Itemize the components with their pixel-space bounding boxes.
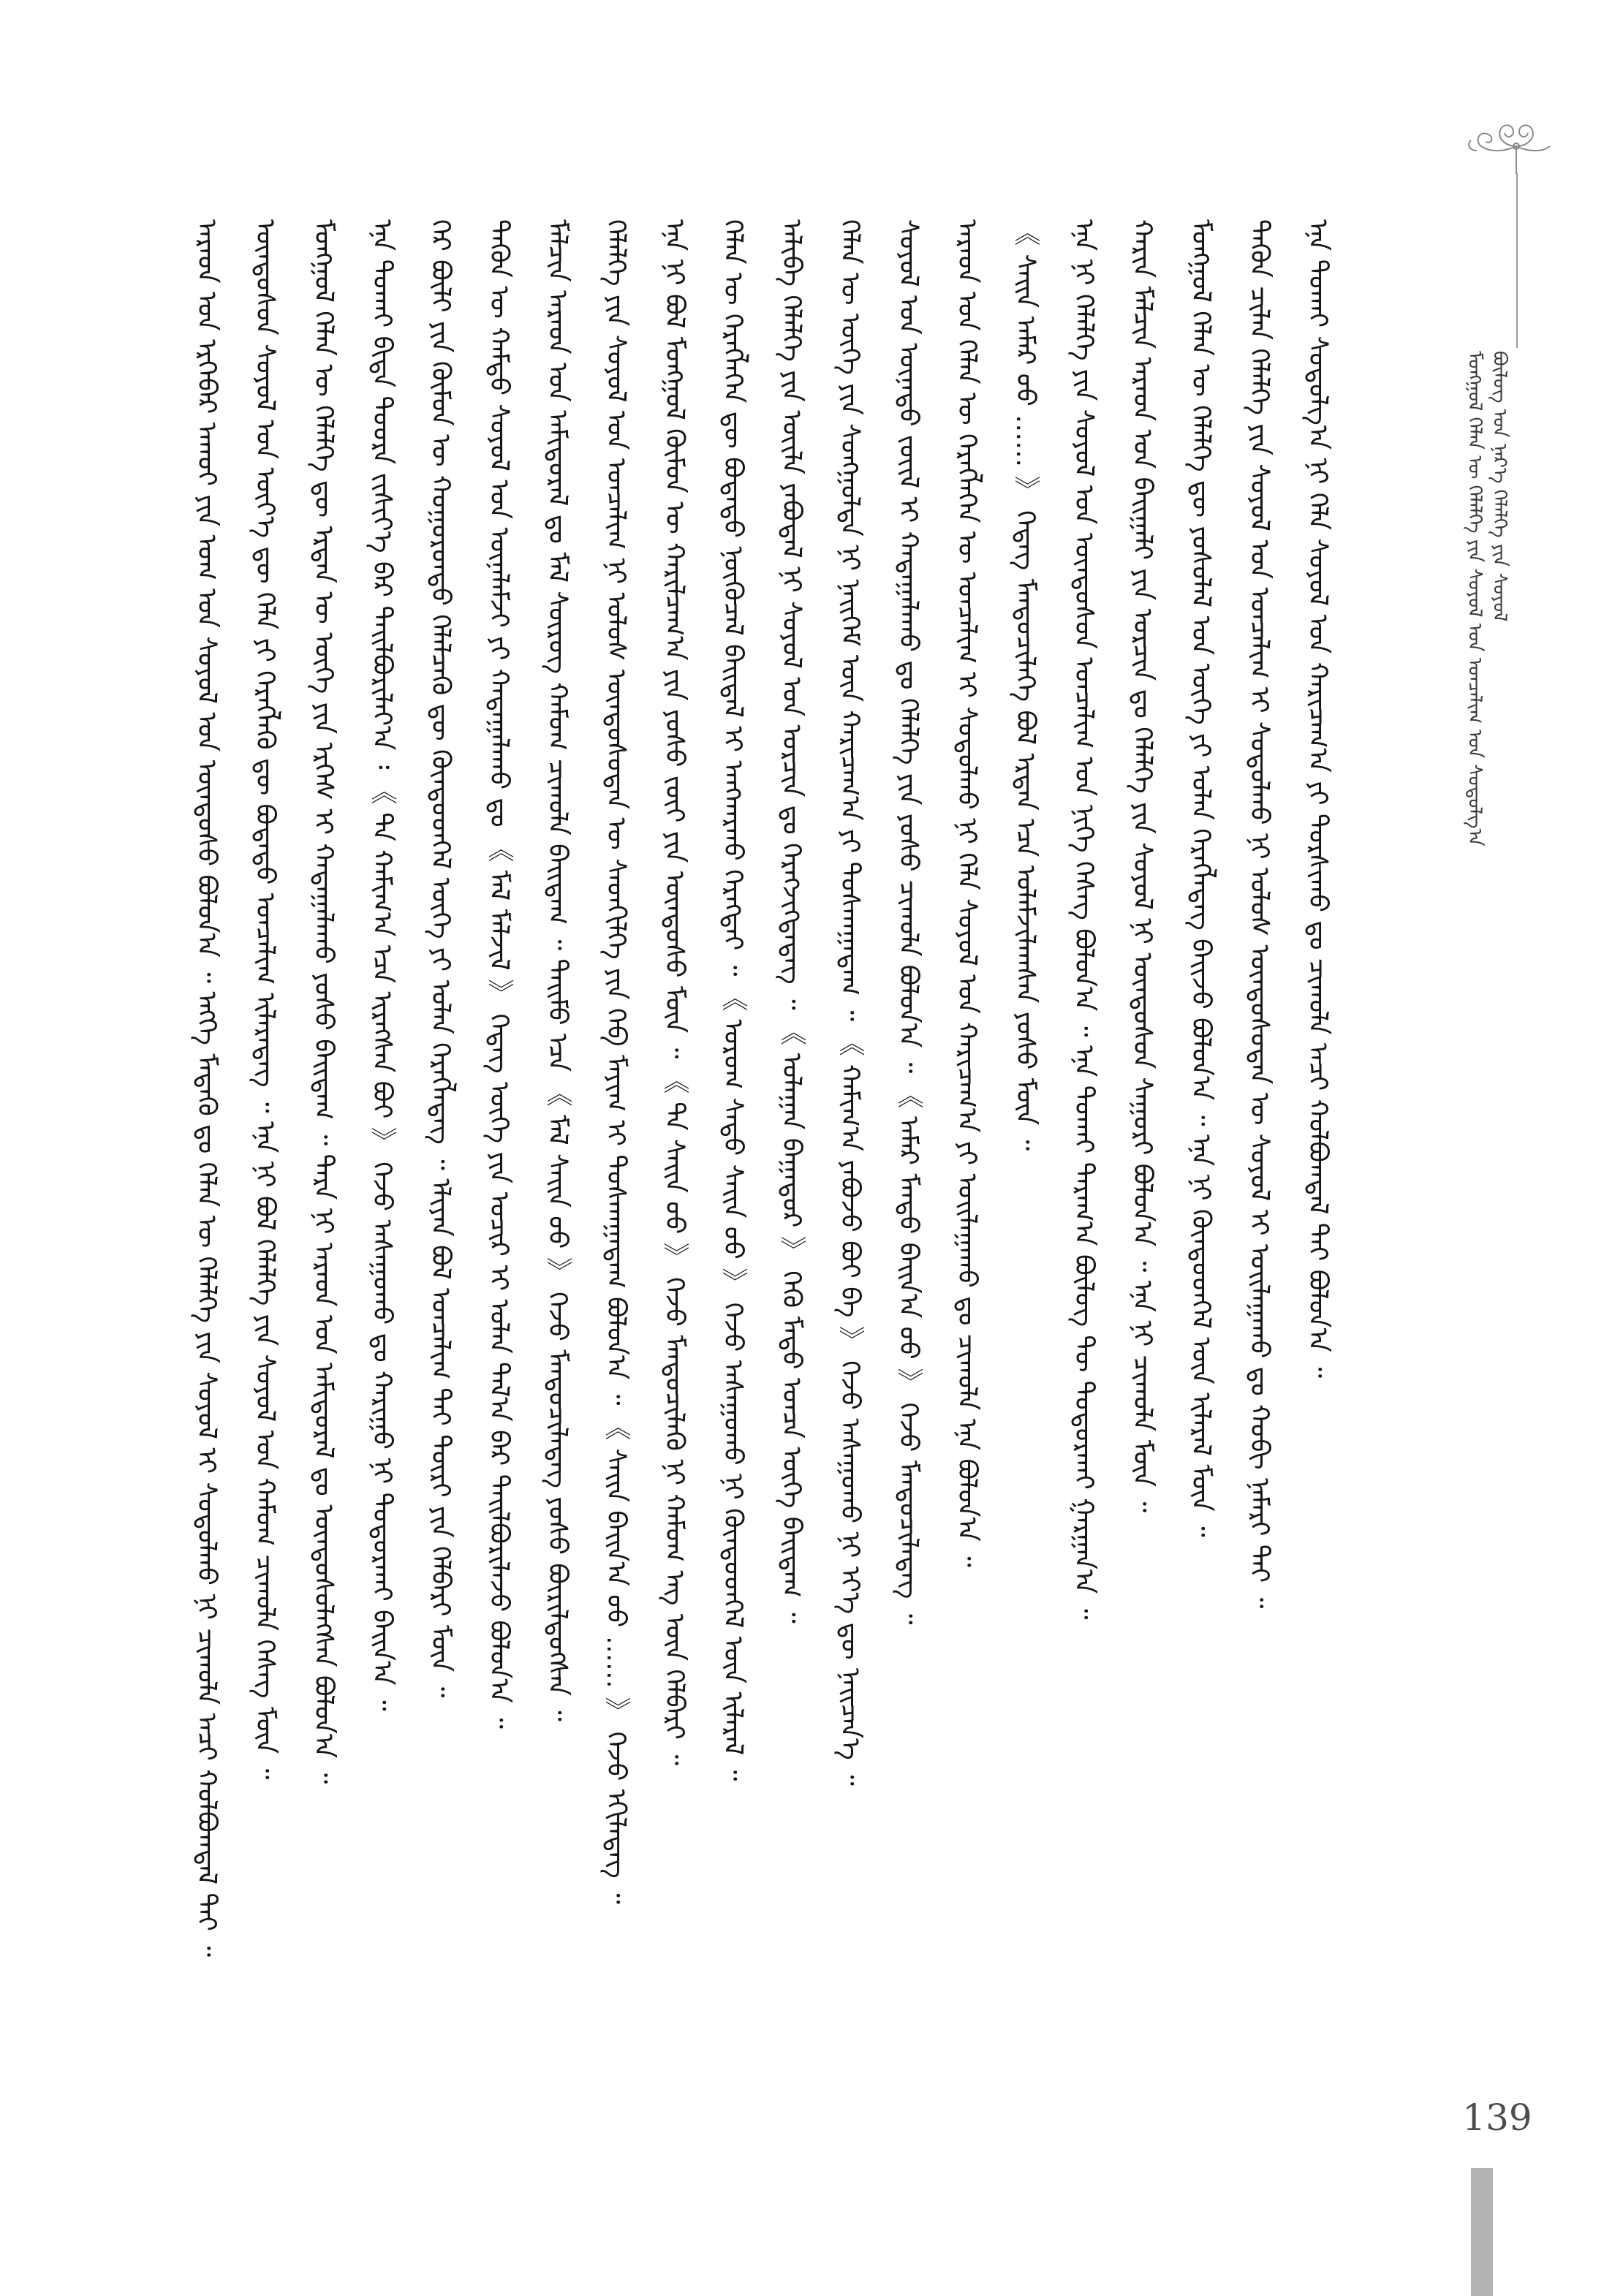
- running-header-subtitle: ᠪᠦᠯᠦᠭ ᠤᠨ ᠨᠡᠷ᠎ᠡ ᠬᠡᠯᠡᠯᠭᠡ ᠶᠢᠨ ᠰᠣᠶᠣᠯ: [1488, 351, 1510, 622]
- text-column: ᠭᠡᠷ ᠪᠦᠯᠢ ᠶᠢᠨ ᠬᠦᠮᠦᠨ ᠦ ᠬᠣᠭᠣᠷᠣᠨᠳᠤ ᠬᠡᠯᠡᠯᠴᠡᠬᠦ ᠳᠦ ᠬᠦᠨᠳᠦᠳᠬᠡᠯ ᠦᠭᠡ ᠶᠢ ᠣᠯᠠᠨ ᠬᠡᠷᠡᠭᠯᠡᠳᠡᠭ ᠃ ᠡᠯᠢᠶᠡᠨ ᠪᠣᠯ ᠣᠨᠴᠠᠯᠢᠭ ᠲᠠᠢ ᠳᠦᠷᠢ ᠶᠢᠨ ᠬᠡᠯᠪᠡᠷᠢ ᠮᠥᠨ ᠃: [425, 219, 455, 1698]
- running-header: [1462, 351, 1513, 1053]
- text-column: ᠮᠣᠩᠭᠣᠯ ᠬᠡᠯᠡᠨ ᠦ ᠬᠡᠯᠡᠯᠭᠡ ᠳᠦ ᠡᠷᠲᠡᠨ ᠦ ᠦᠭᠡ ᠶᠢᠨ ᠡᠷᠬᠡᠰ ᠢ ᠬᠠᠳᠠᠭᠠᠯᠠᠬᠤ ᠶᠣᠰᠤ ᠪᠠᠢᠳᠠᠭ ᠃ ᠲᠡᠷᠡ ᠨᠢ ᠠᠷᠠᠳ ᠤᠨ ᠠᠮᠢᠳᠤᠷᠠᠯ ᠳᠤ ᠦᠨᠳᠦᠰᠦᠯᠡᠭᠰᠡᠨ ᠪᠣᠯᠤᠨ᠎ᠠ ᠃: [309, 219, 338, 1784]
- running-header-title: ᠮᠣᠩᠭᠣᠯ ᠬᠡᠯᠡᠨ ᠦ ᠬᠡᠯᠡᠯᠭᠡ ᠶᠢᠨ ᠰᠣᠶᠣᠯ ᠤᠨ ᠣᠨᠴᠠᠯᠢᠭ ᠤᠨ ᠰᠤᠳᠤᠯᠭ᠎ᠠ: [1464, 351, 1486, 846]
- text-column: ᠡᠨᠡ ᠨᠢ ᠪᠣᠯ ᠮᠣᠩᠭᠣᠯ ᠬᠦᠮᠦᠨ ᠦ ᠬᠠᠷᠢᠯᠴᠠᠭ᠎ᠠ ᠶᠢᠨ ᠶᠣᠰᠤ ᠵᠦᠢ ᠶᠢᠨ ᠦᠨᠳᠦᠰᠦ ᠮᠥᠨ ᠃ 《 ᠲᠠ ᠰᠠᠢᠨ ᠤᠤ 》 ᠭᠡᠵᠦ ᠮᠡᠨᠳᠦᠴᠢᠯᠡᠬᠦ ᠨᠢ ᠬᠠᠮᠤᠭ ᠡᠩ ᠦᠨ ᠬᠡᠯᠪᠡᠷᠢ ᠃: [659, 219, 689, 1766]
- text-column: ᠡᠨᠡ ᠨᠢ ᠬᠡᠯᠡᠯᠭᠡ ᠶᠢᠨ ᠰᠣᠶᠣᠯ ᠤᠨ ᠦᠨᠳᠦᠰᠦᠨ ᠣᠨᠴᠠᠯᠢᠭ ᠤᠨ ᠨᠢᠭᠡ ᠬᠡᠰᠡᠭ ᠪᠣᠯᠤᠨ᠎ᠠ ᠃ ᠡᠨᠡ ᠲᠤᠬᠠᠢ ᠳᠠᠷᠠᠭ᠎ᠠ ᠪᠦᠯᠦᠭ ᠲᠦ ᠲᠣᠳᠣᠷᠬᠠᠢ ᠭᠠᠷᠭᠠᠨ᠎ᠠ ᠃: [1069, 219, 1099, 1620]
- text-column: ᠠᠷᠠᠳ ᠤᠨ ᠬᠡᠯᠡᠨ ᠦ ᠬᠡᠷᠡᠭᠯᠡᠭᠡᠨ ᠦ ᠣᠨᠴᠠᠯᠢᠭ ᠢ ᠰᠤᠳᠤᠯᠬᠤ ᠨᠢ ᠬᠡᠯᠡ ᠰᠣᠶᠣᠯ ᠤᠨ ᠬᠠᠷᠢᠴᠠᠭ᠎ᠠ ᠶᠢ ᠣᠢᠯᠠᠭᠠᠬᠤ ᠳᠤ ᠴᠢᠬᠤᠯᠠ ᠡᠨᠡ ᠪᠣᠯᠤᠨ᠎ᠠ ᠃: [952, 219, 982, 1567]
- text-column: ᠰᠣᠶᠣᠯ ᠤᠨ ᠦᠨᠡᠲᠦ ᠵᠦᠢᠯ ᠢ ᠬᠠᠳᠠᠭᠠᠯᠠᠬᠤ ᠳᠤ ᠬᠡᠯᠡᠯᠭᠡ ᠶᠢᠨ ᠶᠣᠰᠤ ᠴᠢᠬᠤᠯᠠ ᠪᠣᠯᠤᠨ᠎ᠠ ᠃ 《 ᠠᠮᠠᠷ ᠮᠡᠨᠳᠦ ᠪᠠᠢᠨ᠎ᠠ ᠤᠤ 》 ᠭᠡᠵᠦ ᠮᠡᠨᠳᠦᠴᠢᠯᠡᠳᠡᠭ ᠃: [893, 219, 923, 1625]
- text-column: ᠮᠠᠯᠴᠢᠨ ᠠᠷᠠᠳ ᠤᠨ ᠠᠮᠢᠳᠤᠷᠠᠯ ᠳᠤ ᠮᠠᠯ ᠰᠦᠷᠦᠭ ᠬᠠᠮᠤᠭ ᠴᠢᠬᠤᠯᠠ ᠪᠠᠢᠳᠠᠭ ᠃ ᠲᠡᠢᠮᠦ ᠡᠴᠡ 《 ᠮᠠᠯ ᠰᠠᠢᠨ ᠤᠤ 》 ᠭᠡᠵᠦ ᠮᠡᠨᠳᠦᠴᠢᠯᠡᠳᠡᠭ ᠶᠣᠰᠤ ᠪᠦᠷᠢᠯᠳᠦᠭᠰᠡᠨ ᠃: [542, 219, 572, 1721]
- text-column: ᠲᠡᠭᠦᠨ ᠴᠢᠯᠡᠨ ᠬᠡᠯᠡᠯᠭᠡ ᠶᠢᠨ ᠰᠣᠶᠣᠯ ᠤᠨ ᠣᠨᠴᠠᠯᠢᠭ ᠢ ᠰᠤᠳᠤᠯᠬᠤ ᠨᠢ ᠤᠯᠤᠰ ᠦᠨᠳᠦᠰᠦᠲᠡᠨ ᠦ ᠰᠣᠶᠣᠯ ᠢ ᠣᠢᠯᠠᠭᠠᠬᠤ ᠳᠤ ᠬᠤᠪᠢ ᠨᠡᠮᠡᠷᠢ ᠲᠠᠢ ᠃: [1244, 219, 1274, 1609]
- text-column: ᠬᠡᠯᠡᠯᠭᠡ ᠶᠢᠨ ᠰᠣᠶᠣᠯ ᠤᠨ ᠣᠨᠴᠠᠯᠢᠭ ᠨᠢ ᠤᠯᠤᠰ ᠦᠨᠳᠦᠰᠦᠲᠡᠨ ᠦ ᠰᠡᠳᠬᠢᠯᠭᠡ ᠶᠢᠨ ᠬᠡᠪ ᠮᠠᠶᠢᠭ ᠢ ᠲᠤᠰᠬᠠᠭᠠᠳᠠᠭ ᠪᠣᠯᠤᠨ᠎ᠠ ᠃ 《 ᠰᠠᠢᠨ ᠪᠠᠢᠨ᠎ᠠ ᠤᠤ …… 》 ᠭᠡᠵᠦ ᠡᠬᠢᠯᠡᠳᠡᠭ ᠃: [601, 219, 631, 1904]
- text-column: ᠦᠨᠳᠦᠰᠦᠨ ᠰᠣᠶᠣᠯ ᠤᠨ ᠦᠶ᠎ᠡ ᠳᠦ ᠬᠡᠯᠡ ᠶᠢ ᠬᠡᠷᠡᠭᠯᠡᠬᠦ ᠳᠦ ᠪᠣᠳᠠᠲᠤ ᠣᠨᠴᠠᠯᠢᠭ ᠢᠯᠡᠷᠡᠳᠡᠭ ᠃ ᠡᠨᠡ ᠨᠢ ᠪᠣᠯ ᠬᠡᠯᠡᠯᠭᠡ ᠶᠢᠨ ᠰᠣᠶᠣᠯ ᠤᠨ ᠬᠠᠮᠤᠭ ᠴᠢᠬᠤᠯᠠ ᠬᠡᠰᠡᠭ ᠮᠥᠨ ᠃: [250, 219, 280, 1780]
- text-column: ᠬᠡᠯᠡᠨ ᠦ ᠬᠡᠷᠡᠭᠯᠡᠭᠡᠨ ᠳᠦ ᠪᠣᠳᠠᠲᠤ ᠨᠥᠬᠦᠴᠡᠯ ᠪᠠᠢᠳᠠᠯ ᠢ ᠠᠨᠭᠬᠠᠷᠬᠤ ᠬᠡᠷᠡᠭᠲᠡᠢ ᠃ 《 ᠤᠷᠤᠭ ᠰᠠᠳᠤ ᠰᠠᠢᠨ ᠤᠤ 》 ᠭᠡᠵᠦ ᠠᠰᠠᠭᠤᠬᠤ ᠨᠢ ᠬᠦᠨᠳᠦᠳᠬᠡᠯ ᠦᠨ ᠢᠯᠡᠷᠡᠯ ᠃: [718, 219, 748, 1781]
- text-column: ᠲᠡᠭᠦᠨ ᠦ ᠬᠠᠮᠲᠤ ᠰᠣᠶᠣᠯ ᠤᠨ ᠦᠨᠡᠯᠡᠮᠵᠢ ᠶᠢ ᠬᠠᠳᠠᠭᠠᠯᠠᠬᠤ ᠳᠤ 《 ᠮᠠᠯ ᠮᠠᠯᠵᠢᠯ 》 ᠭᠡᠳᠡᠭ ᠦᠭᠡ ᠶᠢᠨ ᠤᠴᠢᠷ ᠢ ᠣᠯᠠᠨ ᠲᠠᠯ᠎ᠠ ᠪᠡᠷ ᠲᠠᠢᠯᠪᠤᠷᠢᠯᠠᠵᠤ ᠪᠣᠯᠤᠨ᠎ᠠ ᠃: [484, 219, 514, 1729]
- page-number: 139: [1462, 2096, 1532, 2139]
- page-edge-tab: [1471, 2168, 1493, 2296]
- text-column: ᠠᠯᠢᠪᠠ ᠬᠡᠯᠡᠯᠭᠡ ᠶᠢᠨ ᠦᠢᠯᠡ ᠶᠠᠪᠤᠳᠠᠯ ᠨᠢ ᠰᠣᠶᠣᠯ ᠤᠨ ᠣᠷᠴᠢᠨ ᠳᠤ ᠬᠡᠷᠡᠭᠵᠢᠭᠳᠡᠳᠡᠭ ᠃ 《 ᠤᠯᠠᠭᠠᠨ ᠪᠠᠭᠠᠲᠤᠷ 》 ᠭᠡᠬᠦ ᠮᠡᠲᠦ ᠣᠨᠴᠠ ᠦᠭᠡ ᠪᠠᠢᠳᠠᠭ ᠃: [776, 219, 806, 1624]
- decorative-ornament-icon: [1462, 117, 1557, 175]
- text-column: ᠠᠷᠠᠳ ᠤᠨ ᠡᠷᠬᠡᠪᠡᠷ ᠠᠬᠤᠢ ᠶᠢᠨ ᠤᠭ ᠤᠨ ᠰᠣᠶᠣᠯ ᠤᠨ ᠦᠨᠳᠦᠰᠦ ᠪᠣᠯᠤᠨ᠎ᠠ ᠃ ᠡᠩᠭᠡ ᠮᠡᠳᠡᠬᠦ ᠳᠤ ᠬᠡᠯᠡᠨ ᠦ ᠬᠡᠯᠡᠯᠭᠡ ᠶᠢᠨ ᠰᠣᠶᠣᠯ ᠢ ᠰᠤᠳᠤᠯᠬᠤ ᠨᠢ ᠴᠢᠬᠤᠯᠠ ᠠᠴᠢ ᠬᠣᠯᠪᠣᠭᠳᠠᠯ ᠲᠠᠢ ᠃: [192, 219, 222, 1958]
- text-column: ᠮᠣᠩᠭᠣᠯ ᠬᠡᠯᠡᠨ ᠦ ᠬᠡᠯᠡᠯᠭᠡ ᠳᠦ ᠶᠣᠰᠤᠯᠠᠯ ᠤᠨ ᠦᠭᠡ ᠶᠢ ᠣᠯᠠᠨ ᠬᠡᠷᠡᠭᠯᠡᠳᠡᠭ ᠪᠠᠢᠵᠤ ᠪᠣᠯᠤᠨ᠎ᠠ ᠃ ᠡᠨᠡ ᠨᠢ ᠬᠦᠨᠳᠦᠳᠬᠡᠯ ᠦᠨ ᠢᠯᠡᠷᠡᠯ ᠮᠥᠨ ᠃: [1186, 219, 1216, 1537]
- header-rule: [1516, 173, 1518, 348]
- text-column: ᠬᠡᠯᠡᠨ ᠦ ᠦᠭᠡ ᠶᠢᠨ ᠰᠣᠩᠭᠣᠯᠲᠠ ᠨᠢ ᠨᠡᠢᠭᠡᠮ ᠦᠨ ᠬᠠᠷᠢᠴᠠᠭ᠎ᠠ ᠶᠢ ᠲᠤᠰᠬᠠᠭᠠᠳᠠᠭ ᠃ 《 ᠬᠠᠮᠢᠭ᠎ᠠ ᠶᠠᠪᠤᠵᠤ ᠪᠤᠢ ᠪᠡ 》 ᠭᠡᠵᠦ ᠠᠰᠠᠭᠤᠬᠤ ᠨᠢ ᠡᠶ᠎ᠡ ᠳᠦ ᠨᠡᠢᠴᠡᠨ᠎ᠡ ᠃: [835, 219, 865, 1786]
- text-column: 《 ᠰᠠᠢᠨ ᠠᠮᠠᠷ ᠤᠤ …… 》 ᠭᠡᠳᠡᠭ ᠮᠡᠨᠳᠦᠴᠢᠯᠡᠭᠡ ᠪᠣᠯ ᠡᠷᠲᠡᠨ ᠡᠴᠡ ᠤᠯᠠᠮᠵᠢᠯᠠᠭᠰᠠᠨ ᠶᠣᠰᠤ ᠮᠥᠨ ᠃: [1010, 219, 1040, 1151]
- text-column: ᠡᠨᠡ ᠲᠤᠬᠠᠢ ᠰᠤᠳᠤᠯᠭ᠎ᠠ ᠨᠢ ᠬᠡᠯᠡ ᠰᠣᠶᠣᠯ ᠤᠨ ᠬᠠᠷᠢᠴᠠᠭ᠎ᠠ ᠶᠢ ᠲᠤᠷᠰᠢᠬᠤ ᠳᠤ ᠴᠢᠬᠤᠯᠠ ᠠᠴᠢ ᠬᠣᠯᠪᠣᠭᠳᠠᠯ ᠲᠠᠢ ᠪᠣᠯᠤᠨ᠎ᠠ ᠃: [1303, 219, 1333, 1379]
- text-column: ᠬᠠᠷᠢᠨ ᠮᠠᠯᠴᠢᠨ ᠠᠷᠠᠳ ᠤᠨ ᠪᠠᠢᠭᠠᠯᠢ ᠶᠢᠨ ᠣᠷᠴᠢᠨ ᠳᠤ ᠬᠡᠯᠡᠯᠭᠡ ᠶᠢᠨ ᠰᠣᠶᠣᠯ ᠨᠢ ᠦᠨᠳᠦᠰᠦᠨ ᠰᠠᠭᠤᠷᠢ ᠪᠣᠯᠤᠨ᠎ᠠ ᠃ ᠡᠨᠡ ᠨᠢ ᠴᠢᠬᠤᠯᠠ ᠮᠥᠨ ᠃: [1127, 219, 1157, 1513]
- text-column: ᠡᠨᠡ ᠲᠤᠬᠠᠢ ᠪᠢᠳᠡ ᠳᠣᠣᠷᠠ ᠵᠢᠱᠢᠶ᠎ᠡ ᠪᠡᠷ ᠲᠠᠢᠯᠪᠤᠷᠢᠯᠠᠶ᠎ᠠ ᠄ 《 ᠲᠠ ᠬᠠᠮᠢᠭ᠎ᠠ ᠡᠴᠡ ᠢᠷᠡᠭᠰᠡᠨ ᠪᠤᠢ 》 ᠭᠡᠵᠦ ᠠᠰᠠᠭᠤᠬᠤ ᠳᠤ ᠬᠠᠷᠢᠭᠤ ᠨᠢ ᠲᠣᠳᠣᠷᠬᠠᠢ ᠪᠠᠢᠨ᠎ᠠ ᠃: [367, 219, 397, 1711]
- body-text: [184, 219, 1427, 2076]
